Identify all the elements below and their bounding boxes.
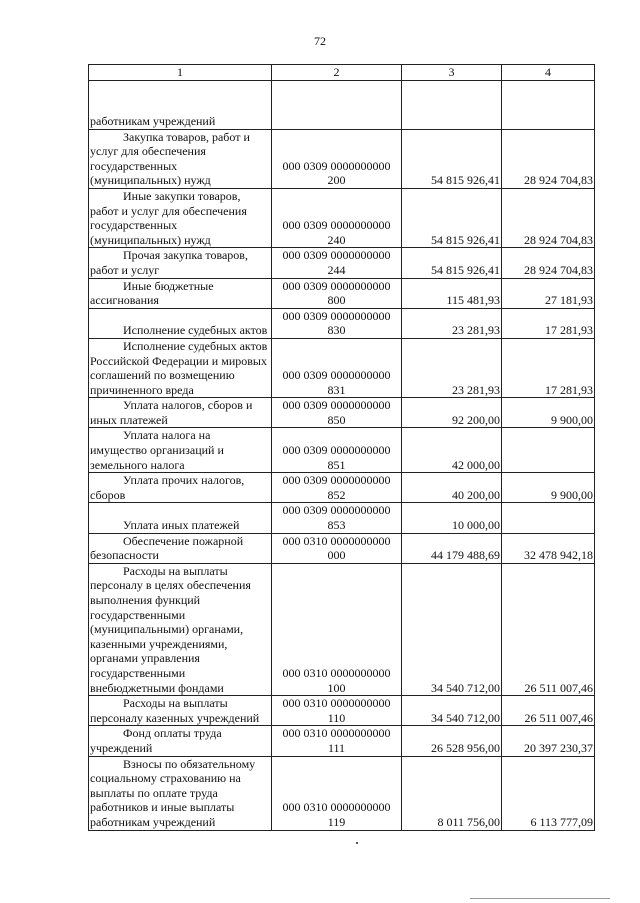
row-name: Фонд оплаты труда учреждений (89, 726, 272, 756)
row-value-col3: 34 540 712,00 (402, 696, 502, 726)
row-value-col3: 8 011 756,00 (402, 756, 502, 830)
row-value-col4 (502, 80, 595, 129)
row-name: Уплата прочих налогов, сборов (89, 473, 272, 503)
row-value-col3 (402, 80, 502, 129)
row-value-col3: 10 000,00 (402, 503, 502, 533)
row-name: Исполнение судебных актов Российской Федерации и мировых соглашений по возмещению причиненного вреда (89, 338, 272, 397)
table-row (89, 503, 595, 533)
row-value-col4 (502, 428, 595, 473)
column-header-2: 2 (272, 65, 402, 81)
row-value-col4: 28 924 704,83 (502, 129, 595, 188)
row-value-col4: 17 281,93 (502, 338, 595, 397)
row-name: Расходы на выплаты персоналу казенных учреждений (89, 696, 272, 726)
row-name: Прочая закупка товаров, работ и услуг (89, 248, 272, 278)
table-row (89, 756, 595, 830)
row-value-col3: 40 200,00 (402, 473, 502, 503)
scan-edge-mark (470, 898, 610, 899)
row-value-col4: 28 924 704,83 (502, 248, 595, 278)
row-value-col3: 34 540 712,00 (402, 563, 502, 695)
table-row (89, 473, 595, 503)
row-code: 000 0309 0000000000 853 (272, 503, 402, 533)
table-row (89, 533, 595, 563)
row-code: 000 0309 0000000000 240 (272, 188, 402, 247)
row-value-col4: 9 900,00 (502, 398, 595, 428)
row-value-col3: 26 528 956,00 (402, 726, 502, 756)
row-value-col3: 42 000,00 (402, 428, 502, 473)
column-header-1: 1 (89, 65, 272, 81)
row-name: Иные закупки товаров, работ и услуг для обеспечения государственных (муниципальных) нужд (89, 188, 272, 247)
table-row (89, 248, 595, 278)
row-code (272, 80, 402, 129)
row-code: 000 0309 0000000000 831 (272, 338, 402, 397)
row-value-col4 (502, 503, 595, 533)
row-code: 000 0309 0000000000 850 (272, 398, 402, 428)
row-value-col4: 9 900,00 (502, 473, 595, 503)
row-code: 000 0309 0000000000 830 (272, 308, 402, 338)
table-row (89, 428, 595, 473)
row-value-col3: 44 179 488,69 (402, 533, 502, 563)
table-row (89, 563, 595, 695)
row-value-col4: 32 478 942,18 (502, 533, 595, 563)
row-code: 000 0309 0000000000 851 (272, 428, 402, 473)
row-code: 000 0310 0000000000 110 (272, 696, 402, 726)
row-value-col3: 23 281,93 (402, 308, 502, 338)
row-name: Уплата налога на имущество организаций и земельного налога (89, 428, 272, 473)
header-row (89, 65, 595, 81)
page-number: 72 (314, 34, 326, 48)
row-name: Исполнение судебных актов (89, 308, 272, 338)
row-code: 000 0309 0000000000 852 (272, 473, 402, 503)
row-value-col4: 6 113 777,09 (502, 756, 595, 830)
row-code: 000 0310 0000000000 100 (272, 563, 402, 695)
row-name: Взносы по обязательному социальному страхованию на выплаты по оплате труда работников и иные выплаты работникам учреждений (89, 756, 272, 830)
table-row (89, 338, 595, 397)
row-value-col4: 27 181,93 (502, 278, 595, 308)
row-name: Обеспечение пожарной безопасности (89, 533, 272, 563)
column-header-3: 3 (402, 65, 502, 81)
row-name: Расходы на выплаты персоналу в целях обеспечения выполнения функций государственными (муниципальными) органами, казенными учреждениями, органами управления государственными внебюджетными фондами (89, 563, 272, 695)
row-value-col3: 54 815 926,41 (402, 188, 502, 247)
table-row (89, 726, 595, 756)
table-row (89, 398, 595, 428)
row-code: 000 0310 0000000000 119 (272, 756, 402, 830)
row-code: 000 0309 0000000000 200 (272, 129, 402, 188)
page-dot (356, 842, 358, 844)
budget-table (88, 64, 595, 831)
row-name: Закупка товаров, работ и услуг для обеспечения государственных (муниципальных) нужд (89, 129, 272, 188)
table-row (89, 188, 595, 247)
row-name: Иные бюджетные ассигнования (89, 278, 272, 308)
row-value-col4: 26 511 007,46 (502, 563, 595, 695)
row-value-col3: 54 815 926,41 (402, 129, 502, 188)
row-name: Уплата иных платежей (89, 503, 272, 533)
table-row (89, 308, 595, 338)
row-code: 000 0310 0000000000 000 (272, 533, 402, 563)
row-code: 000 0310 0000000000 111 (272, 726, 402, 756)
row-code: 000 0309 0000000000 800 (272, 278, 402, 308)
table-row (89, 696, 595, 726)
column-header-4: 4 (502, 65, 595, 81)
row-value-col4: 28 924 704,83 (502, 188, 595, 247)
row-value-col3: 92 200,00 (402, 398, 502, 428)
table-row (89, 129, 595, 188)
row-name: работникам учреждений (89, 80, 272, 129)
row-value-col4: 26 511 007,46 (502, 696, 595, 726)
row-value-col4: 20 397 230,37 (502, 726, 595, 756)
row-code: 000 0309 0000000000 244 (272, 248, 402, 278)
row-name: Уплата налогов, сборов и иных платежей (89, 398, 272, 428)
row-value-col3: 23 281,93 (402, 338, 502, 397)
row-value-col3: 115 481,93 (402, 278, 502, 308)
row-value-col4: 17 281,93 (502, 308, 595, 338)
table-row-continuation (89, 80, 595, 129)
table-row (89, 278, 595, 308)
row-value-col3: 54 815 926,41 (402, 248, 502, 278)
